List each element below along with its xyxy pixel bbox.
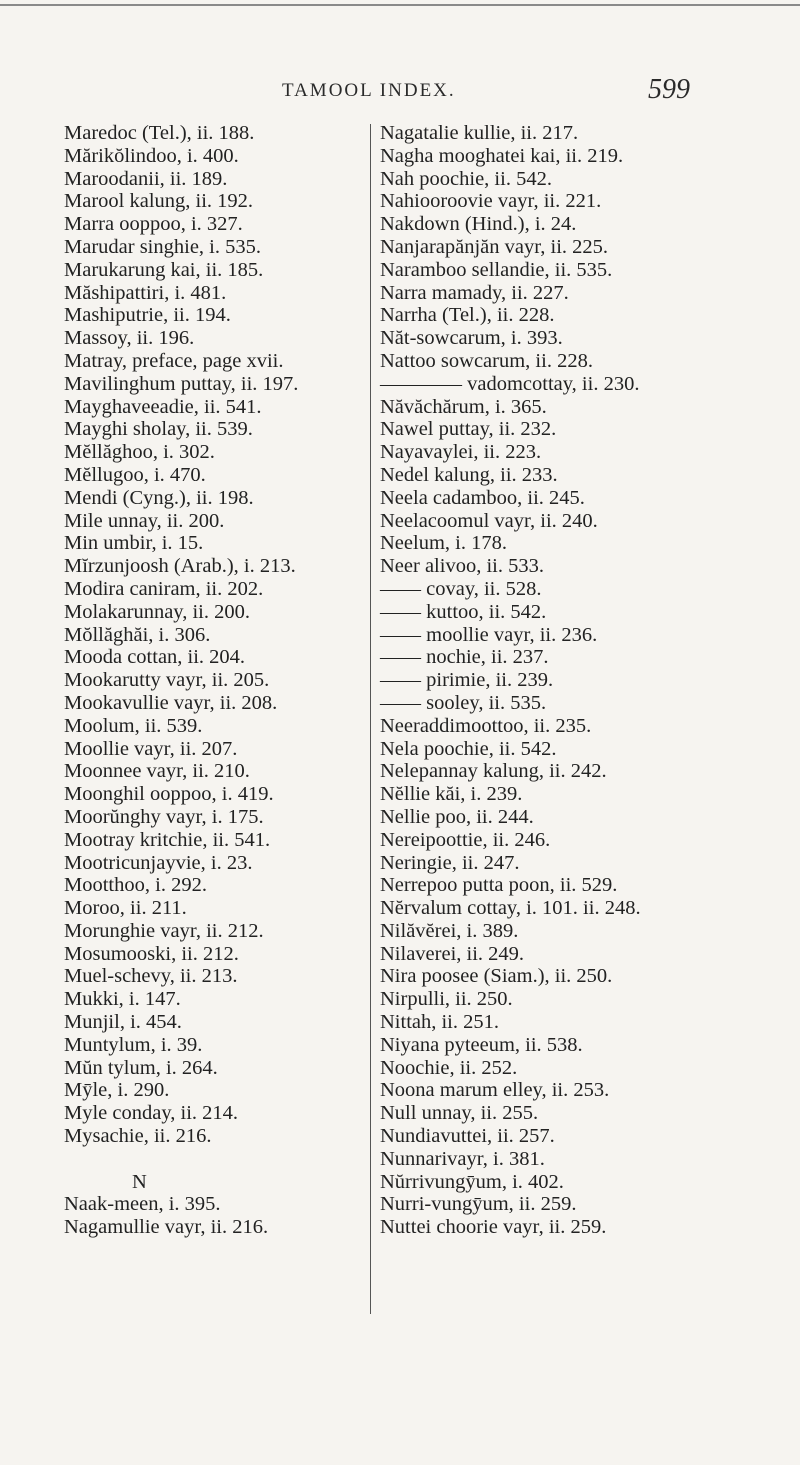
index-entry: Modira caniram, ii. 202. — [64, 577, 264, 600]
index-entry: Nattoo sowcarum, ii. 228. — [380, 349, 593, 372]
index-column-left — [64, 122, 364, 1239]
index-entry: Maredoc (Tel.), ii. 188. — [64, 122, 255, 144]
blank-line — [64, 1148, 364, 1171]
index-entry: Neelacoomul vayr, ii. 240. — [380, 509, 598, 532]
index-entry: Massoy, ii. 196. — [64, 327, 195, 350]
index-entry: Neringie, ii. 247. — [380, 851, 520, 874]
index-entry: Mavilinghum puttay, ii. 197. — [64, 372, 299, 395]
index-entry: —— pirimie, ii. 239. — [380, 669, 554, 692]
index-entry: —— nochie, ii. 237. — [380, 646, 549, 669]
index-entry: Munjil, i. 454. — [64, 1011, 182, 1034]
index-entry: Mĭrzunjoosh (Arab.), i. 213. — [64, 555, 296, 578]
index-entry: Năt-sowcarum, i. 393. — [380, 327, 563, 350]
index-entry: —— sooley, ii. 535. — [380, 691, 547, 714]
index-entry: Neelum, i. 178. — [380, 532, 507, 555]
column-divider — [370, 124, 371, 1314]
index-entry: Nelepannay kalung, ii. 242. — [380, 760, 607, 783]
index-entry: Mile unnay, ii. 200. — [64, 509, 225, 532]
index-entry: Mooda cottan, ii. 204. — [64, 646, 246, 669]
index-entry: Nagamullie vayr, ii. 216. — [64, 1216, 269, 1239]
index-entry: Nerrepoo putta poon, ii. 529. — [380, 874, 618, 897]
index-entry: Muntylum, i. 39. — [64, 1033, 203, 1056]
index-entry: Nĕrvalum cottay, i. 101. ii. 248. — [380, 897, 641, 920]
running-title: TAMOOL INDEX. — [282, 80, 456, 101]
index-entry: Nŭrrivungȳum, i. 402. — [380, 1170, 564, 1193]
index-entry: Naak-meen, i. 395. — [64, 1193, 221, 1216]
index-entry: Maroodanii, ii. 189. — [64, 167, 228, 190]
index-entry: Nittah, ii. 251. — [380, 1011, 500, 1034]
index-entry: Mootray kritchie, ii. 541. — [64, 828, 271, 851]
index-entry: Mosumooski, ii. 212. — [64, 942, 239, 965]
index-entry: Morunghie vayr, ii. 212. — [64, 919, 264, 942]
index-entry: Naramboo sellandie, ii. 535. — [380, 258, 613, 281]
index-entry: Myle conday, ii. 214. — [64, 1102, 239, 1125]
index-entry: Mayghaveeadie, ii. 541. — [64, 395, 262, 418]
index-entry: —— kuttoo, ii. 542. — [380, 600, 547, 623]
index-entry: Nundiavuttei, ii. 257. — [380, 1125, 555, 1148]
index-entry: Nagatalie kullie, ii. 217. — [380, 122, 579, 144]
index-entry: Narra mamady, ii. 227. — [380, 281, 569, 304]
index-entry: Mashiputrie, ii. 194. — [64, 304, 231, 327]
index-entry: —— moollie vayr, ii. 236. — [380, 623, 598, 646]
index-entry: Moorŭnghy vayr, i. 175. — [64, 805, 264, 828]
index-column-right — [380, 122, 790, 1239]
index-entry: Noochie, ii. 252. — [380, 1056, 518, 1079]
index-entry: Marra ooppoo, i. 327. — [64, 213, 243, 236]
index-entry: Nilaverei, ii. 249. — [380, 942, 525, 965]
section-letter: N — [132, 1170, 147, 1193]
index-entry: Mysachie, ii. 216. — [64, 1125, 212, 1148]
index-entry: Nah poochie, ii. 542. — [380, 167, 552, 190]
index-entry: Neeraddimoottoo, ii. 235. — [380, 714, 592, 737]
index-entry: Marool kalung, ii. 192. — [64, 190, 254, 213]
index-entry: Moolum, ii. 539. — [64, 714, 203, 737]
index-entry: Nunnarivayr, i. 381. — [380, 1147, 545, 1170]
index-entry: Nela poochie, ii. 542. — [380, 737, 557, 760]
index-entry: Măshipattiri, i. 481. — [64, 281, 227, 304]
index-entry: Nuttei choorie vayr, ii. 259. — [380, 1216, 607, 1239]
index-entry: Mukki, i. 147. — [64, 988, 181, 1011]
index-entry: Moonghil ooppoo, i. 419. — [64, 783, 274, 806]
index-entry: Mŭn tylum, i. 264. — [64, 1056, 218, 1079]
index-entry: Nawel puttay, ii. 232. — [380, 418, 557, 441]
index-entry: Moollie vayr, ii. 207. — [64, 737, 238, 760]
index-entry: Nanjarapănjăn vayr, ii. 225. — [380, 235, 609, 258]
index-entry: Mărikŏlindoo, i. 400. — [64, 144, 239, 167]
index-entry: Mootricunjayvie, i. 23. — [64, 851, 253, 874]
index-entry: Noona marum elley, ii. 253. — [380, 1079, 610, 1102]
index-entry: Moroo, ii. 211. — [64, 897, 187, 920]
page-top-border — [0, 0, 800, 6]
index-entry: Narrha (Tel.), ii. 228. — [380, 304, 555, 327]
index-entry: Nakdown (Hind.), i. 24. — [380, 213, 577, 236]
index-entry: Nirpulli, ii. 250. — [380, 988, 513, 1011]
page-header — [0, 74, 800, 114]
index-entry: Nayavaylei, ii. 223. — [380, 441, 542, 464]
index-entry: Molakarunnay, ii. 200. — [64, 600, 250, 623]
index-entry: Neer alivoo, ii. 533. — [380, 555, 544, 578]
index-entry: Mendi (Cyng.), ii. 198. — [64, 486, 254, 509]
index-entry: Nahiooroovie vayr, ii. 221. — [380, 190, 602, 213]
index-entry: Nurri-vungȳum, ii. 259. — [380, 1193, 577, 1216]
index-entry: Muel-schevy, ii. 213. — [64, 965, 238, 988]
index-entry: Marukarung kai, ii. 185. — [64, 258, 264, 281]
index-entry: Matray, preface, page xvii. — [64, 349, 284, 372]
index-entry: Nira poosee (Siam.), ii. 250. — [380, 965, 613, 988]
index-entry: Nagha mooghatei kai, ii. 219. — [380, 144, 624, 167]
index-entry: Mŏllăghăi, i. 306. — [64, 623, 211, 646]
index-entry: Null unnay, ii. 255. — [380, 1102, 539, 1125]
index-entry: —— covay, ii. 528. — [380, 577, 542, 600]
index-entry: Mȳle, i. 290. — [64, 1079, 170, 1102]
index-entry: Nĕllie kăi, i. 239. — [380, 783, 523, 806]
index-entry: Nedel kalung, ii. 233. — [380, 463, 558, 486]
index-entry: Nellie poo, ii. 244. — [380, 805, 534, 828]
index-entry: ———— vadomcottay, ii. 230. — [380, 372, 640, 395]
index-entry: Mookarutty vayr, ii. 205. — [64, 669, 270, 692]
index-entry: Nereipoottie, ii. 246. — [380, 828, 551, 851]
index-entry: Năvăchărum, i. 365. — [380, 395, 547, 418]
page-number: 599 — [648, 74, 690, 105]
index-entry: Moonnee vayr, ii. 210. — [64, 760, 250, 783]
index-entry: Nilăvĕrei, i. 389. — [380, 919, 519, 942]
index-entry: Mĕllugoo, i. 470. — [64, 463, 206, 486]
index-entry: Niyana pyteeum, ii. 538. — [380, 1033, 583, 1056]
index-entry: Mootthoo, i. 292. — [64, 874, 207, 897]
index-entry: Mookavullie vayr, ii. 208. — [64, 691, 278, 714]
index-entry: Mayghi sholay, ii. 539. — [64, 418, 253, 441]
index-entry: Mĕllăghoo, i. 302. — [64, 441, 215, 464]
index-entry: Neela cadamboo, ii. 245. — [380, 486, 585, 509]
index-entry: Marudar singhie, i. 535. — [64, 235, 261, 258]
index-entry: Min umbir, i. 15. — [64, 532, 204, 555]
